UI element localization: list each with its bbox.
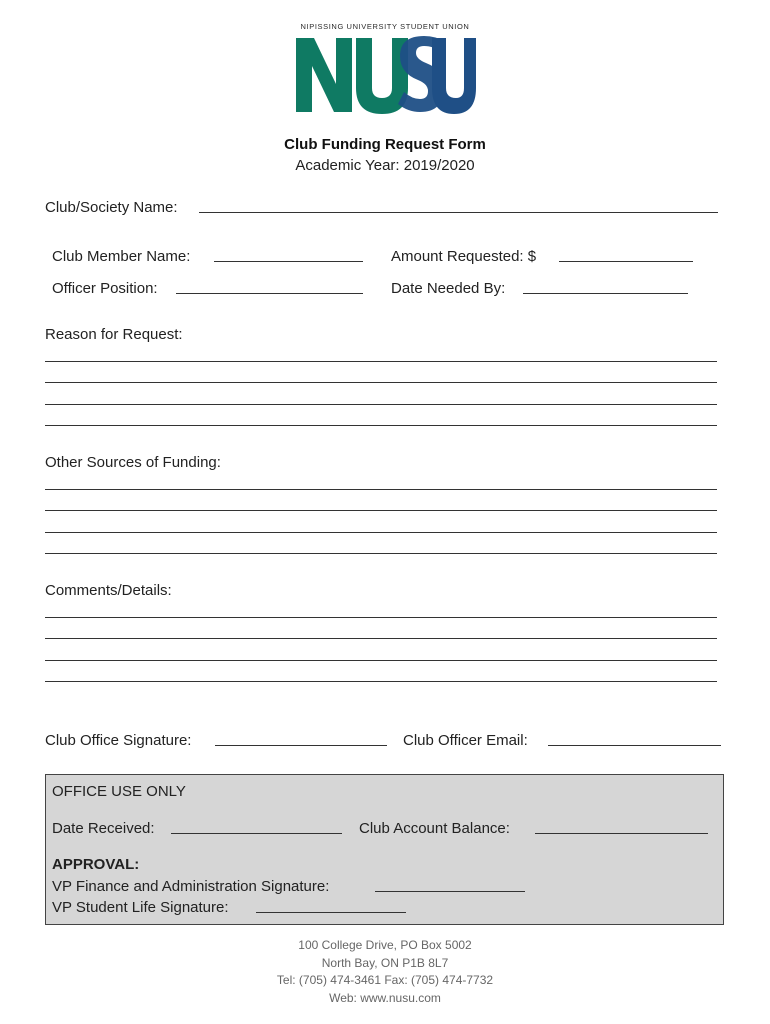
vp-finance-signature-label: VP Finance and Administration Signature: xyxy=(52,878,330,895)
club-office-signature-label: Club Office Signature: xyxy=(45,732,192,749)
reason-line[interactable] xyxy=(45,404,717,405)
footer-phone-fax: Tel: (705) 474-3461 Fax: (705) 474-7732 xyxy=(276,973,494,987)
club-account-balance-label: Club Account Balance: xyxy=(359,820,510,837)
club-officer-email-field[interactable] xyxy=(548,745,721,746)
club-society-name-field[interactable] xyxy=(199,212,718,213)
footer-website: Web: www.nusu.com xyxy=(329,991,441,1005)
date-needed-by-field[interactable] xyxy=(523,293,688,294)
club-office-signature-field[interactable] xyxy=(215,745,387,746)
other-sources-line[interactable] xyxy=(45,489,717,490)
other-sources-label: Other Sources of Funding: xyxy=(45,454,221,471)
amount-requested-field[interactable] xyxy=(559,261,693,262)
nusu-logo xyxy=(294,32,476,114)
comments-details-label: Comments/Details: xyxy=(45,582,172,599)
other-sources-line[interactable] xyxy=(45,510,717,511)
vp-student-life-signature-field[interactable] xyxy=(256,912,406,913)
club-officer-email-label: Club Officer Email: xyxy=(403,732,528,749)
reason-line[interactable] xyxy=(45,425,717,426)
amount-requested-label: Amount Requested: $ xyxy=(391,248,537,265)
officer-position-field[interactable] xyxy=(176,293,363,294)
club-member-name-field[interactable] xyxy=(214,261,363,262)
other-sources-line[interactable] xyxy=(45,532,717,533)
reason-line[interactable] xyxy=(45,382,717,383)
form-title: Club Funding Request Form xyxy=(284,136,486,153)
academic-year: Academic Year: 2019/2020 xyxy=(295,157,475,174)
approval-heading: APPROVAL: xyxy=(52,856,140,873)
officer-position-label: Officer Position: xyxy=(52,280,158,297)
reason-line[interactable] xyxy=(45,361,717,362)
date-received-field[interactable] xyxy=(171,833,342,834)
date-needed-by-label: Date Needed By: xyxy=(391,280,506,297)
logo-letter-u2 xyxy=(432,38,476,114)
club-account-balance-field[interactable] xyxy=(535,833,708,834)
club-society-name-label: Club/Society Name: xyxy=(45,199,178,216)
logo-letter-n xyxy=(296,38,352,112)
comments-line[interactable] xyxy=(45,638,717,639)
comments-line[interactable] xyxy=(45,660,717,661)
footer-address-line1: 100 College Drive, PO Box 5002 xyxy=(298,938,472,952)
reason-for-request-label: Reason for Request: xyxy=(45,326,183,343)
vp-student-life-signature-label: VP Student Life Signature: xyxy=(52,899,229,916)
date-received-label: Date Received: xyxy=(52,820,155,837)
vp-finance-signature-field[interactable] xyxy=(375,891,525,892)
comments-line[interactable] xyxy=(45,617,717,618)
club-member-name-label: Club Member Name: xyxy=(52,248,191,265)
logo-tagline: NIPISSING UNIVERSITY STUDENT UNION xyxy=(300,22,470,31)
footer-address-line2: North Bay, ON P1B 8L7 xyxy=(321,956,449,970)
other-sources-line[interactable] xyxy=(45,553,717,554)
office-use-only-heading: OFFICE USE ONLY xyxy=(52,783,186,800)
office-use-only-panel xyxy=(45,774,724,925)
comments-line[interactable] xyxy=(45,681,717,682)
